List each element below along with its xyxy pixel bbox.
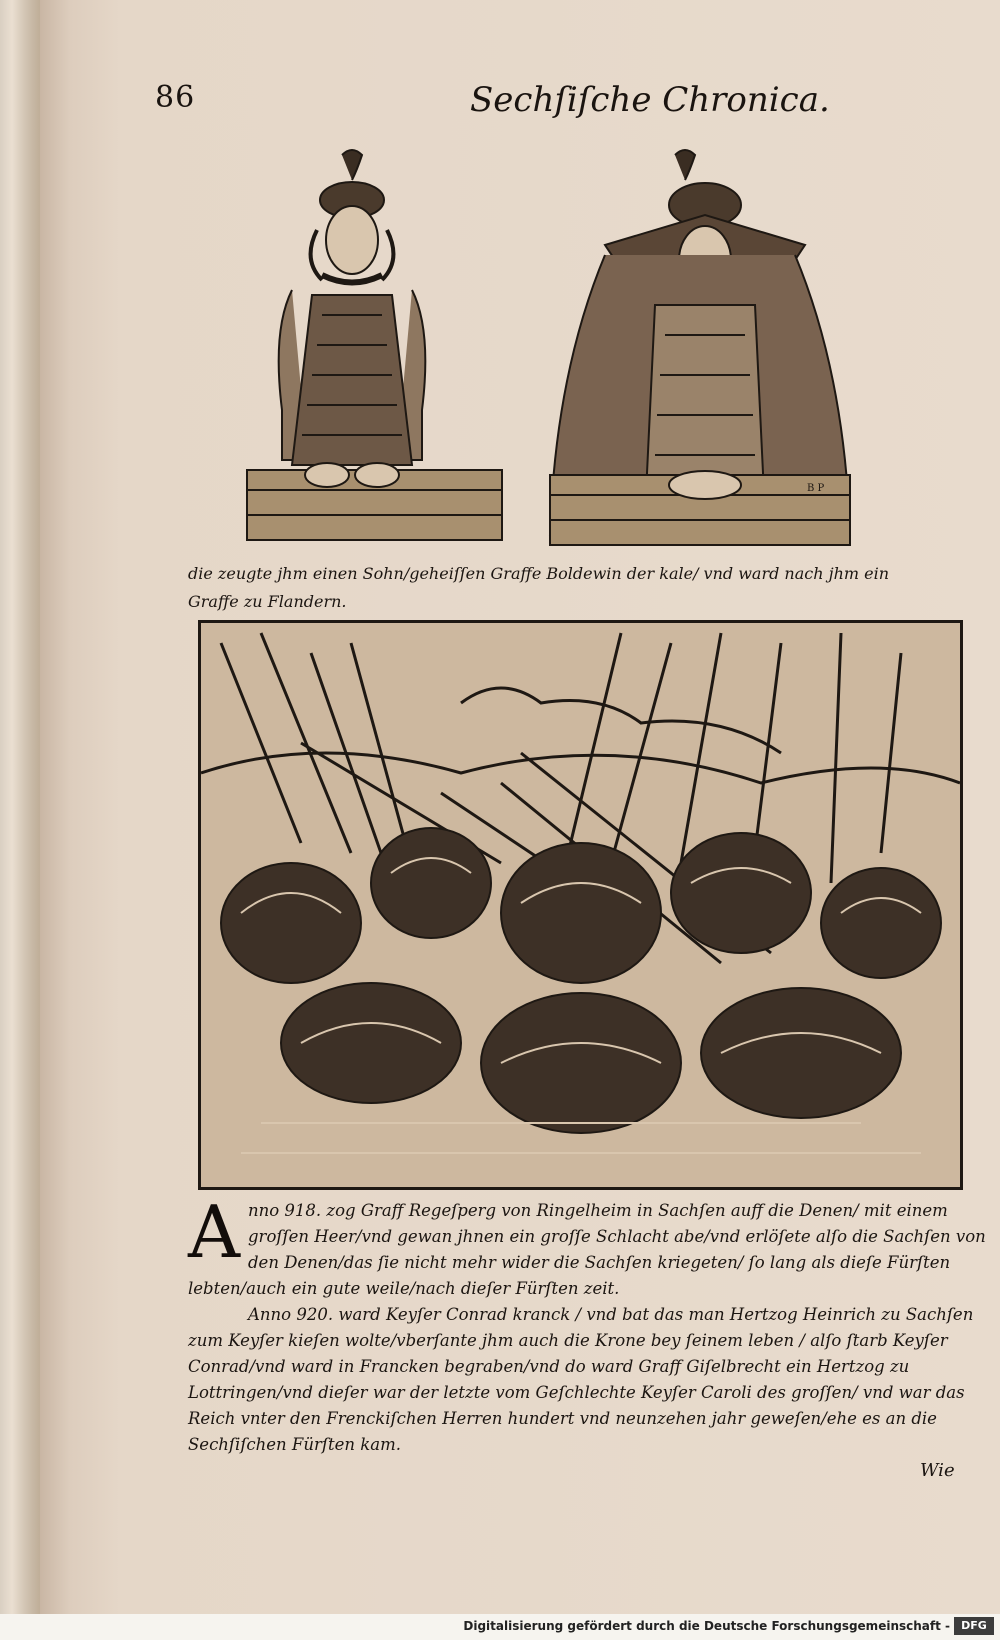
page-number: 86 bbox=[155, 80, 196, 115]
illustration-caption bbox=[188, 560, 978, 616]
paragraph-2: Anno 920. ward Keyſer Conrad kranck / vnd bat das man Hertzog Heinrich zu Sachſen zum Keyſer kieſen wolte/vberſante jhm auch die Krone bey ſeinem leben / alſo ſtarb Keyſer Conrad/vnd ward in Francken begraben/vnd do ward Graff Giſelbrecht ein Hertzog zu Lottringen/vnd dieſer war der letzte vom Geſchlechte Keyſer Caroli des groſſen/ vnd war das Reich vnter den Frenckiſchen Herren hundert vnd neunzehen jahr geweſen/ehe es an die Sechſiſchen Fürſten kam. bbox=[188, 1305, 974, 1454]
footer bbox=[0, 1614, 1000, 1640]
digitization-credit: Digitalisierung gefördert durch die Deutsche Forschungsgemeinschaft - bbox=[463, 1619, 950, 1633]
caption-line-1: die zeugte jhm einen Sohn/geheiſſen Graffe Boldewin der kale/ vnd ward nach jhm ein bbox=[188, 564, 890, 583]
caption-line-2: Graffe zu Flandern. bbox=[188, 592, 347, 611]
body-text bbox=[188, 1190, 988, 1458]
book-edge bbox=[0, 0, 40, 1640]
drop-initial: A bbox=[188, 1190, 240, 1274]
woodcut-battle-scene bbox=[198, 620, 963, 1190]
running-title: Sechſiſche Chronica. bbox=[470, 80, 830, 120]
catchword: Wie bbox=[920, 1460, 955, 1481]
paragraph-1 bbox=[188, 1190, 988, 1302]
monogram-text: B P bbox=[807, 483, 825, 494]
paragraph-1-text: nno 918. zog Graff Regeſperg von Ringelheim in Sachſen auff die Denen/ mit einem groſſen Heer/vnd gewan jhnen ein groſſe Schlacht abe/vnd erlöſete alſo die Sachſen von den Denen/das ſie nicht mehr wider die Sachſen kriegeten/ ſo lang als dieſe Fürſten lebten/auch ein gute weile/nach dieſer Fürſten zeit. bbox=[188, 1201, 986, 1298]
book-page bbox=[40, 0, 1000, 1614]
dfg-logo: DFG bbox=[954, 1617, 994, 1635]
woodcut-portrait-man-with-fur-collar bbox=[545, 145, 890, 555]
woodcut-portrait-lady bbox=[212, 145, 507, 550]
